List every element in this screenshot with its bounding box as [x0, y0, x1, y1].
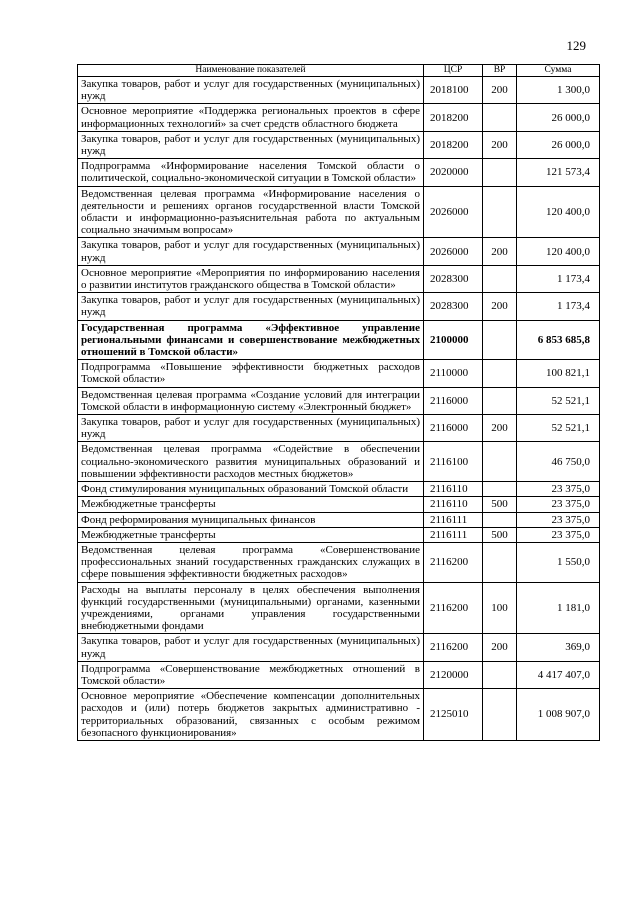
row-csr-cell: 2116111: [424, 527, 483, 542]
row-vr-cell: 200: [483, 415, 517, 442]
row-sum-cell: 1 173,4: [517, 265, 600, 292]
budget-table: [77, 64, 600, 741]
row-sum-cell: 26 000,0: [517, 131, 600, 158]
row-name-cell: Закупка товаров, работ и услуг для государственных (муниципальных) нужд: [78, 293, 424, 320]
row-csr-cell: 2116000: [424, 387, 483, 414]
table-row: [78, 482, 600, 497]
row-vr-cell: 100: [483, 582, 517, 634]
row-csr-cell: 2125010: [424, 689, 483, 741]
row-csr-cell: 2116110: [424, 497, 483, 512]
table-row: [78, 497, 600, 512]
row-name-cell: Фонд реформирования муниципальных финансов: [78, 512, 424, 527]
row-name-cell: Основное мероприятие «Мероприятия по информированию населения о развитии институтов гражданского общества в Томской области»: [78, 265, 424, 292]
table-row: [78, 442, 600, 482]
row-sum-cell: 121 573,4: [517, 159, 600, 186]
row-csr-cell: 2116111: [424, 512, 483, 527]
table-row: [78, 634, 600, 661]
row-name-cell: Закупка товаров, работ и услуг для государственных (муниципальных) нужд: [78, 131, 424, 158]
row-csr-cell: 2116110: [424, 482, 483, 497]
row-sum-cell: 6 853 685,8: [517, 320, 600, 360]
row-vr-cell: 500: [483, 527, 517, 542]
row-csr-cell: 2028300: [424, 293, 483, 320]
table-row: [78, 265, 600, 292]
row-vr-cell: [483, 104, 517, 131]
row-vr-cell: [483, 482, 517, 497]
row-csr-cell: 2026000: [424, 186, 483, 238]
row-name-cell: Основное мероприятие «Поддержка региональных проектов в сфере информационных технологий» за счет средств областного бюджета: [78, 104, 424, 131]
row-csr-cell: 2116200: [424, 634, 483, 661]
row-name-cell: Закупка товаров, работ и услуг для государственных (муниципальных) нужд: [78, 238, 424, 265]
row-vr-cell: [483, 442, 517, 482]
row-vr-cell: [483, 387, 517, 414]
row-vr-cell: [483, 265, 517, 292]
row-csr-cell: 2100000: [424, 320, 483, 360]
row-csr-cell: 2116100: [424, 442, 483, 482]
row-sum-cell: 1 173,4: [517, 293, 600, 320]
table-row: [78, 186, 600, 238]
row-csr-cell: 2026000: [424, 238, 483, 265]
table-row: [78, 582, 600, 634]
row-sum-cell: 23 375,0: [517, 497, 600, 512]
table-row: [78, 689, 600, 741]
table-row: [78, 512, 600, 527]
row-vr-cell: [483, 542, 517, 582]
table-header-row: [78, 65, 600, 77]
row-vr-cell: [483, 661, 517, 688]
row-sum-cell: 4 417 407,0: [517, 661, 600, 688]
row-csr-cell: 2116000: [424, 415, 483, 442]
row-csr-cell: 2120000: [424, 661, 483, 688]
row-name-cell: Закупка товаров, работ и услуг для государственных (муниципальных) нужд: [78, 77, 424, 104]
row-sum-cell: 1 008 907,0: [517, 689, 600, 741]
row-csr-cell: 2020000: [424, 159, 483, 186]
row-csr-cell: 2116200: [424, 542, 483, 582]
row-sum-cell: 23 375,0: [517, 512, 600, 527]
table-row: [78, 320, 600, 360]
row-sum-cell: 120 400,0: [517, 186, 600, 238]
row-name-cell: Фонд стимулирования муниципальных образований Томской области: [78, 482, 424, 497]
row-name-cell: Подпрограмма «Совершенствование межбюджетных отношений в Томской области»: [78, 661, 424, 688]
row-csr-cell: 2018200: [424, 131, 483, 158]
row-name-cell: Государственная программа «Эффективное управление региональными финансами и совершенствование межбюджетных отношений в Томской области»: [78, 320, 424, 360]
header-name: Наименование показателей: [78, 65, 424, 77]
table-row: [78, 238, 600, 265]
row-name-cell: Ведомственная целевая программа «Создание условий для интеграции Томской области в информационную систему «Электронный бюджет»: [78, 387, 424, 414]
row-vr-cell: [483, 320, 517, 360]
row-csr-cell: 2116200: [424, 582, 483, 634]
row-sum-cell: 52 521,1: [517, 415, 600, 442]
row-csr-cell: 2018200: [424, 104, 483, 131]
table-row: [78, 159, 600, 186]
row-sum-cell: 23 375,0: [517, 527, 600, 542]
row-sum-cell: 1 550,0: [517, 542, 600, 582]
row-vr-cell: 200: [483, 634, 517, 661]
row-vr-cell: 500: [483, 497, 517, 512]
row-name-cell: Ведомственная целевая программа «Информирование населения о деятельности и решениях органов государственной власти Томской области и информационно-разъяснительная работа по актуальным социально значимым вопросам»: [78, 186, 424, 238]
row-name-cell: Межбюджетные трансферты: [78, 497, 424, 512]
row-name-cell: Закупка товаров, работ и услуг для государственных (муниципальных) нужд: [78, 634, 424, 661]
row-vr-cell: 200: [483, 77, 517, 104]
header-vr: ВР: [483, 65, 517, 77]
row-sum-cell: 46 750,0: [517, 442, 600, 482]
row-name-cell: Расходы на выплаты персоналу в целях обеспечения выполнения функций государственными (муниципальными) органами, казенными учреждениями, органами управления государственными внебюджетными фондами: [78, 582, 424, 634]
row-vr-cell: 200: [483, 293, 517, 320]
row-vr-cell: [483, 186, 517, 238]
row-csr-cell: 2110000: [424, 360, 483, 387]
table-row: [78, 527, 600, 542]
table-row: [78, 104, 600, 131]
row-csr-cell: 2018100: [424, 77, 483, 104]
row-name-cell: Ведомственная целевая программа «Содействие в обеспечении социально-экономического развития муниципальных образований и повышении эффективности расходов местных бюджетов»: [78, 442, 424, 482]
table-body: [78, 77, 600, 741]
row-sum-cell: 23 375,0: [517, 482, 600, 497]
row-csr-cell: 2028300: [424, 265, 483, 292]
row-vr-cell: [483, 159, 517, 186]
row-vr-cell: [483, 512, 517, 527]
table-row: [78, 415, 600, 442]
row-sum-cell: 52 521,1: [517, 387, 600, 414]
row-sum-cell: 1 181,0: [517, 582, 600, 634]
row-vr-cell: [483, 689, 517, 741]
row-name-cell: Подпрограмма «Информирование населения Томской области о политической, социально-экономической ситуации в Томской области»: [78, 159, 424, 186]
table-row: [78, 387, 600, 414]
row-name-cell: Закупка товаров, работ и услуг для государственных (муниципальных) нужд: [78, 415, 424, 442]
row-sum-cell: 120 400,0: [517, 238, 600, 265]
header-sum: Сумма: [517, 65, 600, 77]
row-vr-cell: 200: [483, 238, 517, 265]
row-vr-cell: [483, 360, 517, 387]
row-sum-cell: 26 000,0: [517, 104, 600, 131]
row-name-cell: Межбюджетные трансферты: [78, 527, 424, 542]
row-name-cell: Ведомственная целевая программа «Совершенствование профессиональных знаний государственных гражданских служащих в сфере повышения эффективности бюджетных расходов»: [78, 542, 424, 582]
table-row: [78, 661, 600, 688]
row-sum-cell: 1 300,0: [517, 77, 600, 104]
row-vr-cell: 200: [483, 131, 517, 158]
table-row: [78, 293, 600, 320]
table-row: [78, 77, 600, 104]
table-row: [78, 131, 600, 158]
table-row: [78, 360, 600, 387]
row-name-cell: Подпрограмма «Повышение эффективности бюджетных расходов Томской области»: [78, 360, 424, 387]
row-sum-cell: 369,0: [517, 634, 600, 661]
row-sum-cell: 100 821,1: [517, 360, 600, 387]
row-name-cell: Основное мероприятие «Обеспечение компенсации дополнительных расходов и (или) потерь бюджетов закрытых административно - территориальных образований, связанных с особым режимом безопасного функционирования»: [78, 689, 424, 741]
page-number: 129: [566, 38, 586, 53]
header-csr: ЦСР: [424, 65, 483, 77]
table-row: [78, 542, 600, 582]
